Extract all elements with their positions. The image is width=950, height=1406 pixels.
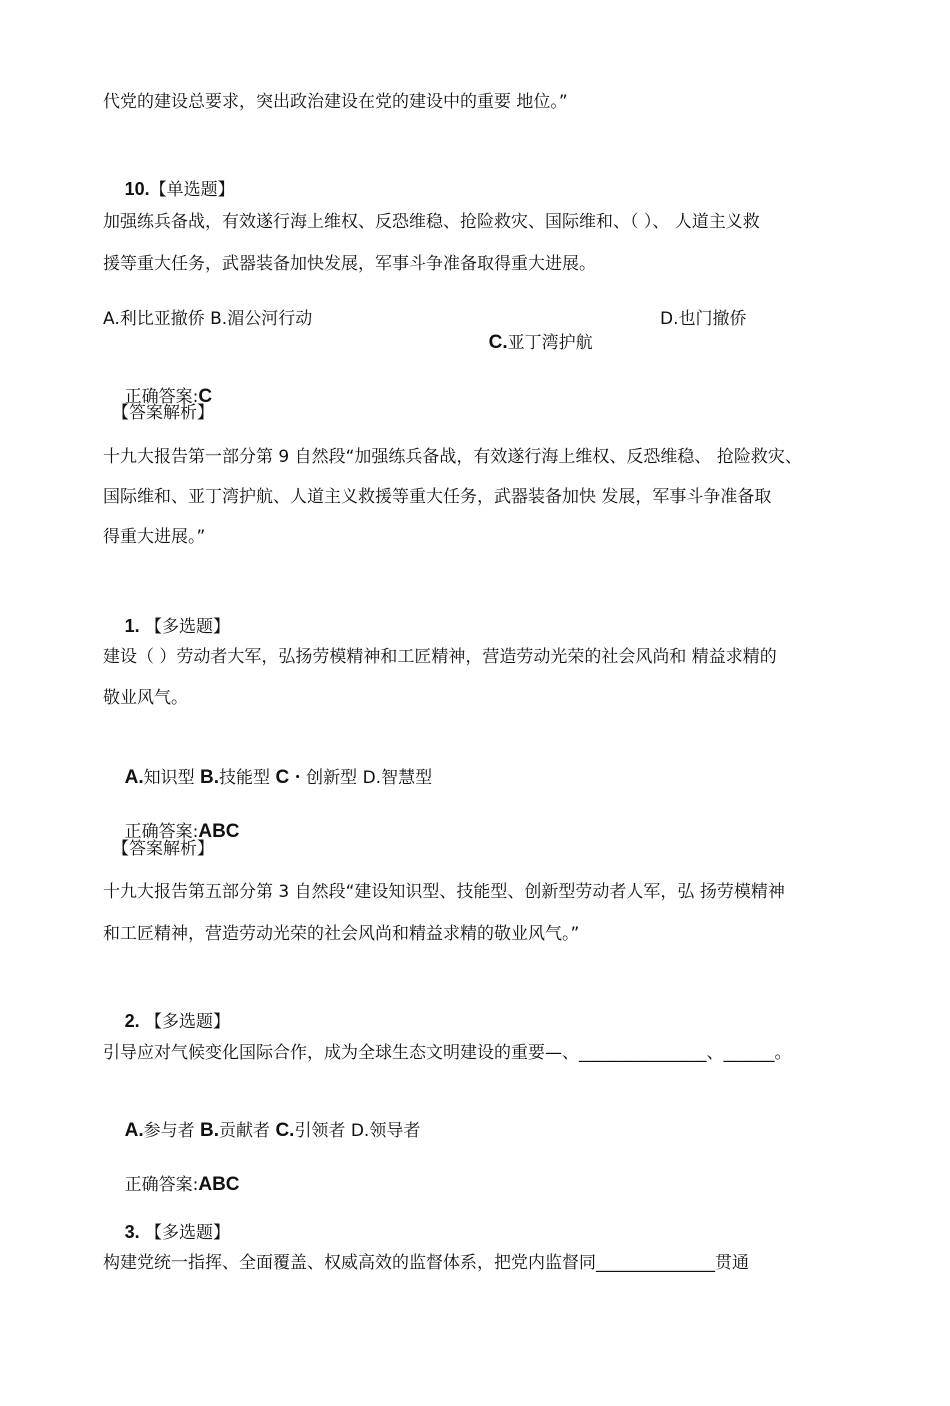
analysis-text: 十九大报告第一部分第 9 自然段“加强练兵备战，有效遂行海上维权、反恐维稳、 抢险救灾、	[103, 447, 802, 467]
option-letter: C	[275, 767, 290, 788]
question-text: 敬业风气。	[103, 688, 188, 708]
option-letter: A.	[124, 1120, 144, 1141]
question-number: 3.	[124, 1222, 140, 1242]
option-text: ・创新型 D.智慧型	[289, 768, 433, 788]
answer-value: ABC	[198, 1174, 240, 1195]
analysis-text: 和工匠精神，营造劳动光荣的社会风尚和精益求精的敬业风气。”	[103, 924, 580, 944]
question-type: 【多选题】	[145, 617, 231, 637]
option-ab: A.利比亚撤侨 B.湄公河行动	[103, 309, 313, 329]
question-text: 加强练兵备战，有效遂行海上维权、反恐维稳、抢险救灾、国际维和、（ ）、 人道主义救	[103, 212, 760, 232]
option-text: 知识型	[143, 768, 201, 788]
question-text: 援等重大任务，武器装备加快发展，军事斗争准备取得重大进展。	[103, 254, 596, 274]
question-number: 1.	[124, 616, 140, 636]
analysis-label: 【答案解析】	[112, 839, 214, 859]
question-number: 2.	[124, 1011, 140, 1031]
question-number: 10.	[124, 179, 150, 199]
option-d: D.也门撤侨	[660, 309, 747, 329]
question-type: 【单选题】	[149, 180, 235, 200]
answer-label: 正确答案:	[124, 822, 199, 842]
question-text: 引导应对气候变化国际合作，成为全球生态文明建设的重要—、_______________、______。	[103, 1043, 792, 1063]
answer-label: 正确答案:	[124, 1175, 199, 1195]
paragraph-line: 代党的建设总要求，突出政治建设在党的建设中的重要 地位。”	[103, 92, 568, 112]
option-letter: B.	[200, 767, 220, 788]
option-c	[467, 307, 593, 379]
option-text: 贡献者	[219, 1121, 276, 1141]
question-type: 【多选题】	[145, 1012, 231, 1032]
option-text: 技能型	[219, 768, 276, 788]
answer-label: 正确答案:	[124, 387, 199, 407]
option-text: 引领者 D.领导者	[294, 1121, 421, 1141]
answer-value: C	[198, 386, 213, 407]
option-letter: A.	[124, 767, 144, 788]
option-letter: B.	[200, 1120, 220, 1141]
option-letter: C.	[275, 1120, 295, 1141]
analysis-label: 【答案解析】	[112, 403, 214, 423]
question-text: 构建党统一指挥、全面覆盖、权威高效的监督体系，把党内监督同______________贯通	[103, 1253, 749, 1273]
analysis-text: 十九大报告第五部分第 3 自然段“建设知识型、技能型、创新型劳动者人军，弘 扬劳模精神	[103, 882, 785, 902]
option-text: 参与者	[143, 1121, 201, 1141]
option-letter: C.	[488, 332, 508, 353]
analysis-text: 国际维和、亚丁湾护航、人道主义救援等重大任务，武器装备加快 发展，军事斗争准备取	[103, 487, 772, 507]
question-text: 建设（ ）劳动者大军，弘扬劳模精神和工匠精神，营造劳动光荣的社会风尚和 精益求精的	[103, 647, 777, 667]
analysis-text: 得重大进展。”	[103, 527, 206, 547]
option-text: 亚丁湾护航	[507, 333, 593, 353]
answer-value: ABC	[198, 821, 240, 842]
question-type: 【多选题】	[145, 1223, 231, 1243]
